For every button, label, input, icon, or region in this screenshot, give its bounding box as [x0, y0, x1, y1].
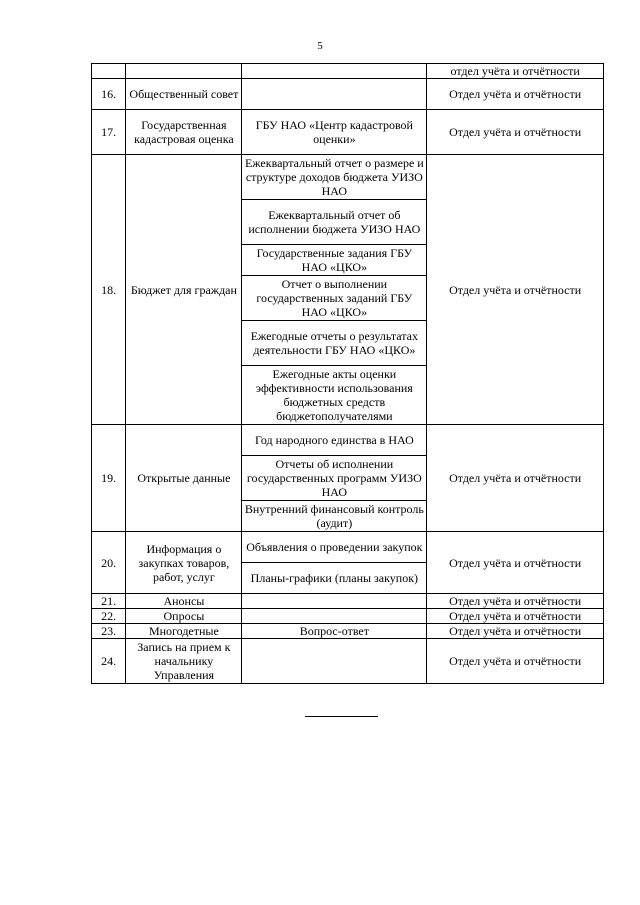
section-name-cell: Государственная кадастровая оценка	[126, 110, 242, 155]
row-number-cell: 19.	[92, 425, 126, 532]
document-cell: Отчеты об исполнении государственных программ УИЗО НАО	[242, 456, 427, 501]
document-cell	[242, 79, 427, 110]
document-cell	[242, 64, 427, 79]
row-number-cell: 18.	[92, 155, 126, 425]
document-cell: Год народного единства в НАО	[242, 425, 427, 456]
page-number: 5	[317, 40, 323, 52]
responsible-cell: Отдел учёта и отчётности	[427, 594, 604, 609]
table-row	[92, 79, 604, 110]
responsible-cell: Отдел учёта и отчётности	[427, 639, 604, 684]
table-row	[92, 155, 604, 200]
section-name-cell: Общественный совет	[126, 79, 242, 110]
document-cell	[242, 594, 427, 609]
responsible-cell: Отдел учёта и отчётности	[427, 609, 604, 624]
row-number-cell: 21.	[92, 594, 126, 609]
document-cell: Государственные задания ГБУ НАО «ЦКО»	[242, 245, 427, 276]
responsible-cell: Отдел учёта и отчётности	[427, 110, 604, 155]
table-row	[92, 532, 604, 563]
section-name-cell: Бюджет для граждан	[126, 155, 242, 425]
row-number-cell: 16.	[92, 79, 126, 110]
table-row	[92, 639, 604, 684]
responsible-cell: Отдел учёта и отчётности	[427, 532, 604, 594]
document-cell: Ежегодные акты оценки эффективности использования бюджетных средств бюджетополучателями	[242, 366, 427, 425]
responsible-cell: Отдел учёта и отчётности	[427, 79, 604, 110]
responsible-cell: Отдел учёта и отчётности	[427, 425, 604, 532]
table-row	[92, 110, 604, 155]
table-row	[92, 609, 604, 624]
row-number-cell: 22.	[92, 609, 126, 624]
document-cell: Объявления о проведении закупок	[242, 532, 427, 563]
table-row	[92, 425, 604, 456]
document-cell: Ежеквартальный отчет об исполнении бюджета УИЗО НАО	[242, 200, 427, 245]
document-cell	[242, 639, 427, 684]
section-name-cell	[126, 64, 242, 79]
document-cell: ГБУ НАО «Центр кадастровой оценки»	[242, 110, 427, 155]
section-name-cell: Запись на прием к начальнику Управления	[126, 639, 242, 684]
responsible-cell: Отдел учёта и отчётности	[427, 155, 604, 425]
section-name-cell: Информация о закупках товаров, работ, услуг	[126, 532, 242, 594]
table-row	[92, 594, 604, 609]
table-row	[92, 624, 604, 639]
document-cell: Планы-графики (планы закупок)	[242, 563, 427, 594]
responsible-cell: отдел учёта и отчётности	[427, 64, 604, 79]
document-table	[91, 63, 604, 684]
row-number-cell: 24.	[92, 639, 126, 684]
row-number-cell: 20.	[92, 532, 126, 594]
section-name-cell: Многодетные	[126, 624, 242, 639]
row-number-cell: 17.	[92, 110, 126, 155]
row-number-cell	[92, 64, 126, 79]
section-name-cell: Анонсы	[126, 594, 242, 609]
table-row-continuation	[92, 64, 604, 79]
document-cell: Вопрос-ответ	[242, 624, 427, 639]
section-name-cell: Опросы	[126, 609, 242, 624]
responsible-cell: Отдел учёта и отчётности	[427, 624, 604, 639]
section-name-cell: Открытые данные	[126, 425, 242, 532]
closing-divider-line	[305, 716, 378, 717]
document-cell: Отчет о выполнении государственных заданий ГБУ НАО «ЦКО»	[242, 276, 427, 321]
document-cell	[242, 609, 427, 624]
row-number-cell: 23.	[92, 624, 126, 639]
document-cell: Ежегодные отчеты о результатах деятельности ГБУ НАО «ЦКО»	[242, 321, 427, 366]
document-cell: Ежеквартальный отчет о размере и структуре доходов бюджета УИЗО НАО	[242, 155, 427, 200]
document-cell: Внутренний финансовый контроль (аудит)	[242, 501, 427, 532]
